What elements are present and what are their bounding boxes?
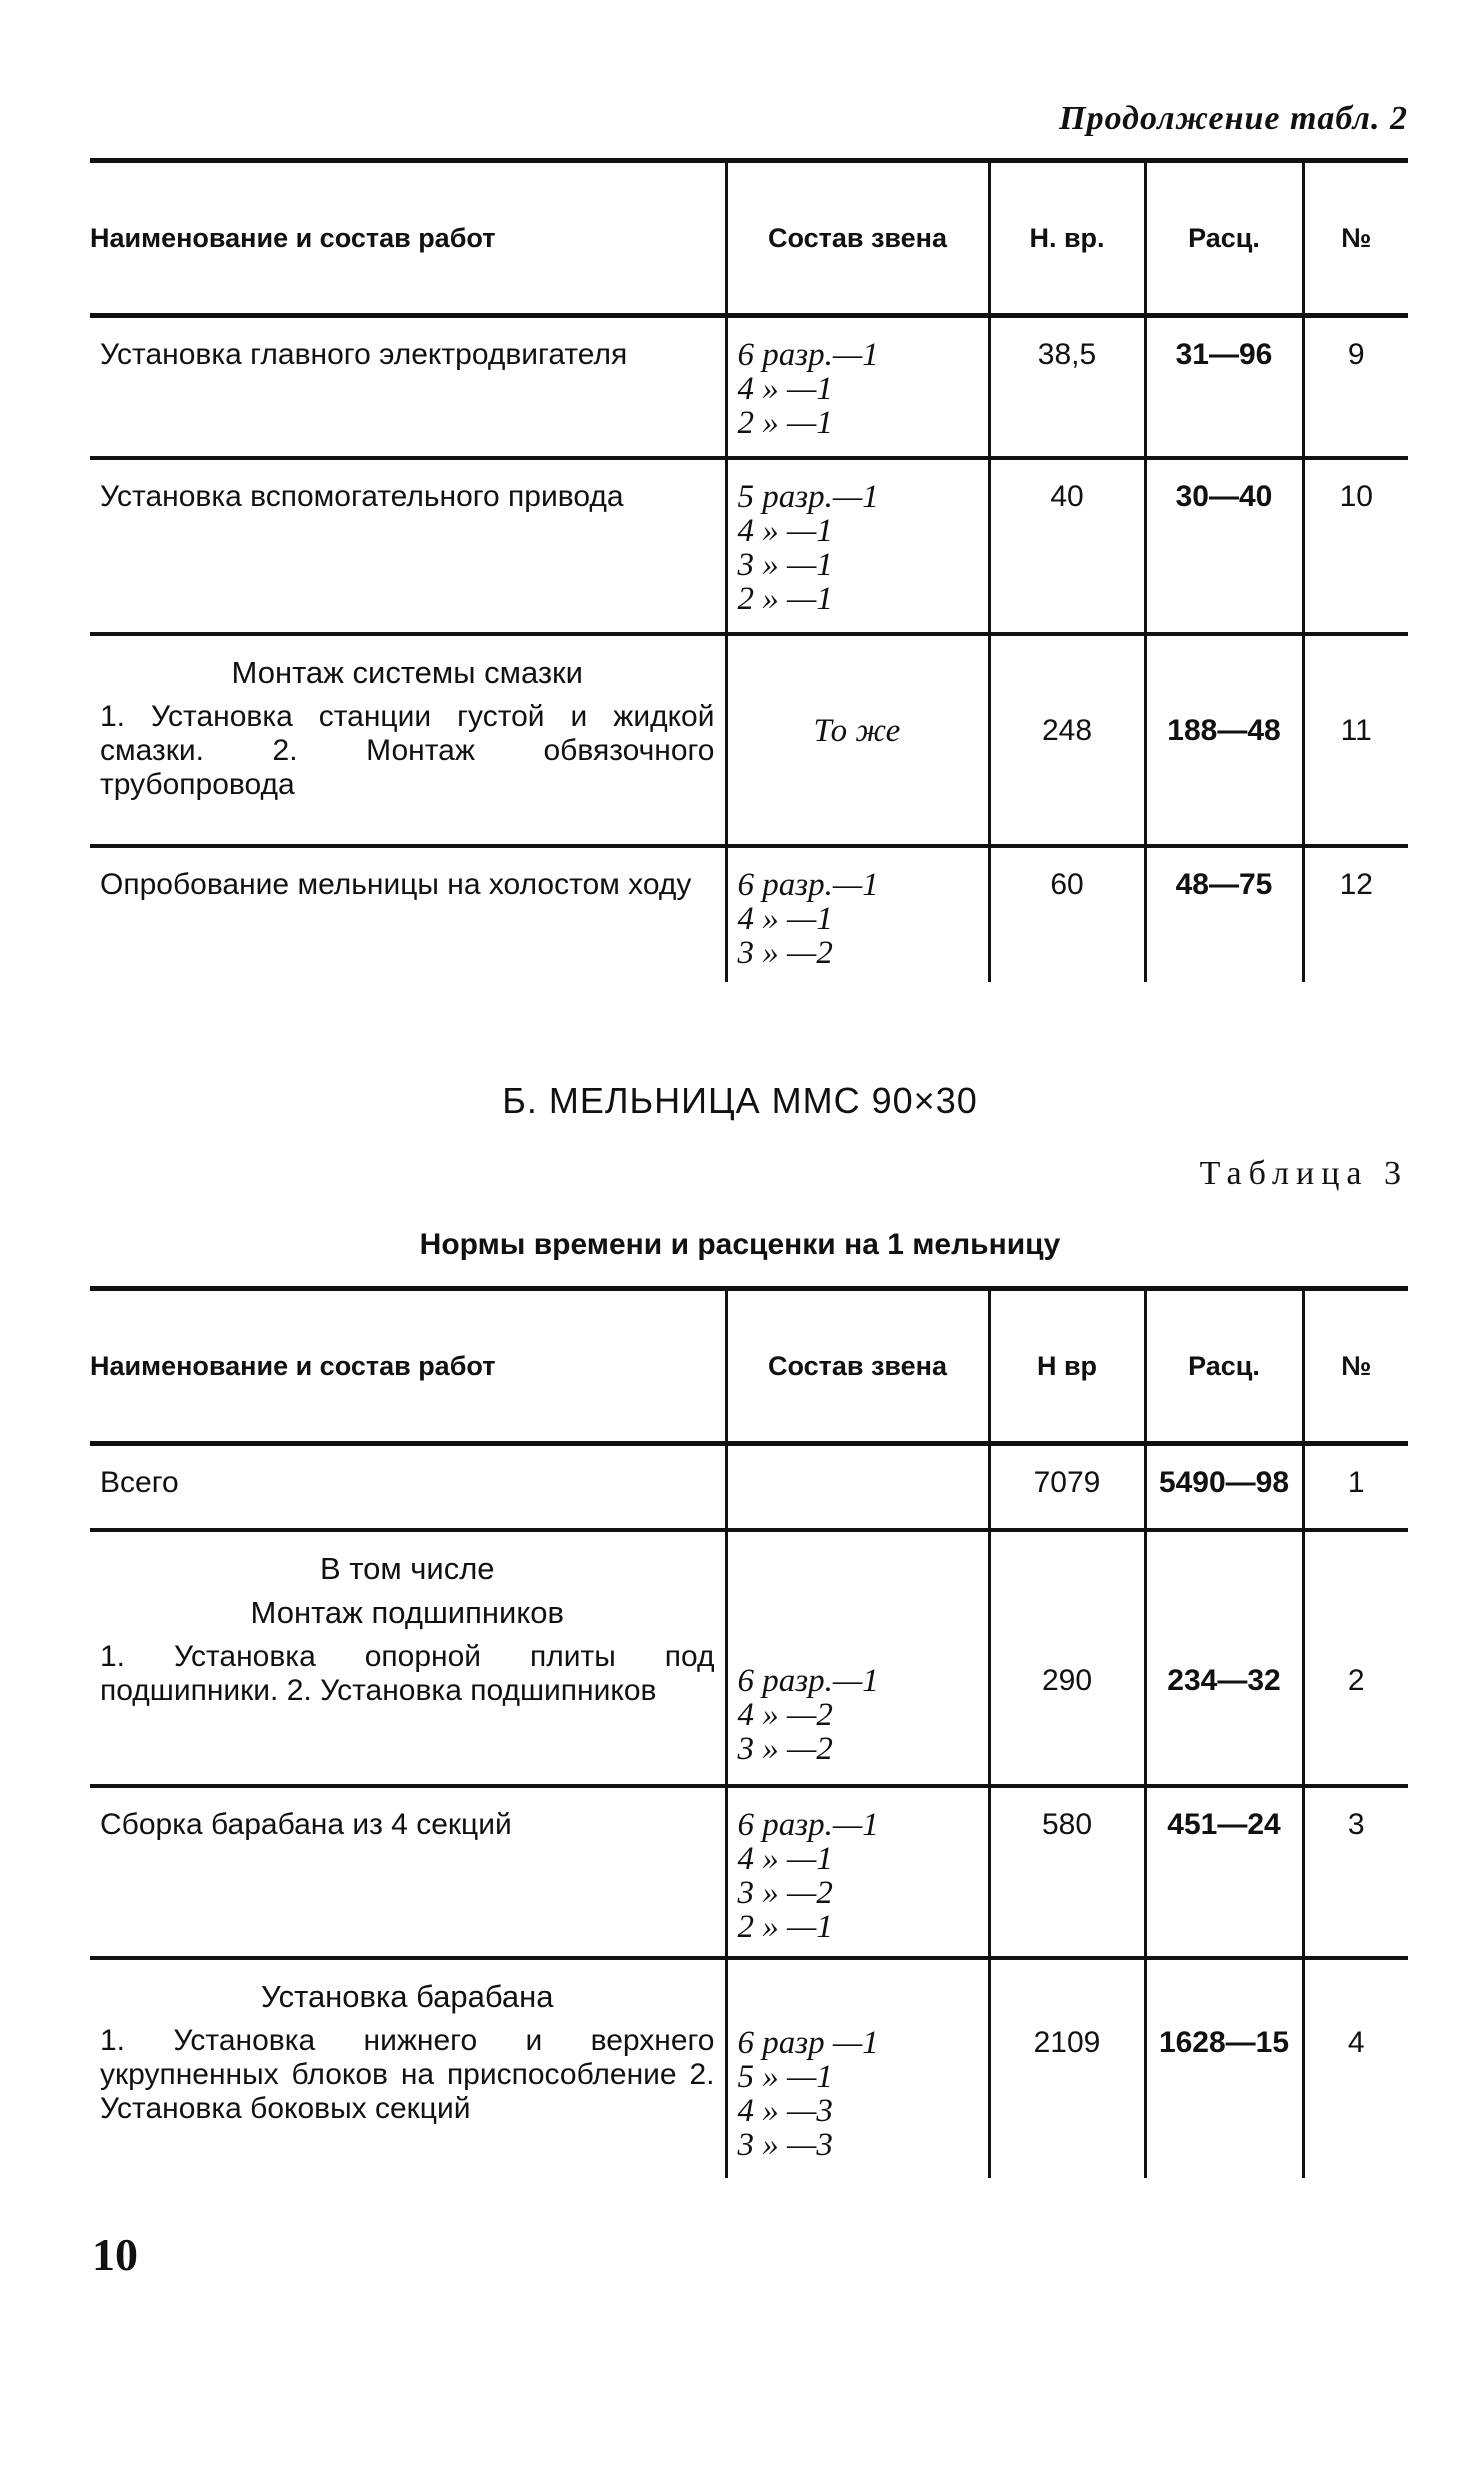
crew-line: 3 » —1: [737, 546, 833, 583]
continuation-label: Продолжение табл. 2: [1059, 100, 1408, 137]
row-number: 11: [1303, 634, 1408, 846]
rate: 1628—15: [1145, 1958, 1303, 2178]
rate: 451—24: [1145, 1786, 1303, 1958]
table-row: [90, 1444, 1408, 1530]
table-3: [90, 1286, 1408, 2178]
crew-line: 2 » —1: [737, 1908, 833, 1945]
group-subheading: Монтаж подшипников: [250, 1594, 564, 1630]
rate: 5490—98: [1145, 1444, 1303, 1530]
crew-line: 5 » —1: [737, 2058, 833, 2095]
table-label: Таблица 3: [1199, 1155, 1408, 1192]
row-number: 9: [1303, 316, 1408, 458]
col-header-number: №: [1303, 161, 1408, 316]
page-number: 10: [92, 2229, 138, 2280]
work-description: 1. Установка опорной плиты под подшипники. 2. Установка подшипников: [100, 1639, 715, 1707]
time-norm: 60: [989, 846, 1145, 982]
crew-line: 5 разр.—1: [737, 478, 879, 515]
group-heading: Установка барабана: [260, 1978, 554, 2014]
time-norm: 7079: [989, 1444, 1145, 1530]
crew-line: 4 » —3: [737, 2092, 833, 2129]
work-description: 1. Установка нижнего и верхнего укрупненных блоков на приспособление 2. Установка боковых секций: [100, 2023, 715, 2125]
col-header-crew: Состав звена: [726, 1289, 989, 1444]
crew-line: 3 » —2: [737, 1730, 833, 1767]
crew-composition: [726, 846, 989, 982]
crew-line: 4 » —2: [737, 1696, 833, 1733]
table-header-row: [90, 161, 1408, 316]
row-number: 3: [1303, 1786, 1408, 1958]
section-title: Б. МЕЛЬНИЦА ММС 90×30: [502, 1080, 978, 1121]
col-header-rate: Расц.: [1145, 1289, 1303, 1444]
work-name: Установка главного электродвигателя: [90, 316, 726, 458]
rate: 30—40: [1145, 458, 1303, 634]
table-row: [90, 458, 1408, 634]
time-norm: 38,5: [989, 316, 1145, 458]
time-norm: 290: [989, 1530, 1145, 1786]
table-row: [90, 316, 1408, 458]
row-number: 1: [1303, 1444, 1408, 1530]
work-name: Всего: [90, 1444, 726, 1530]
rate: 234—32: [1145, 1530, 1303, 1786]
table-caption: Нормы времени и расценки на 1 мельницу: [419, 1228, 1061, 1261]
table-header-row: [90, 1289, 1408, 1444]
group-heading: Монтаж системы смазки: [231, 654, 583, 690]
table-2-continued: [90, 158, 1408, 982]
crew-composition: [726, 1786, 989, 1958]
row-number: 12: [1303, 846, 1408, 982]
crew-composition: [726, 458, 989, 634]
crew-line: 6 разр.—1: [737, 1662, 879, 1699]
crew-line: 4 » —1: [737, 1840, 833, 1877]
col-header-name: Наименование и состав работ: [90, 161, 726, 316]
row-number: 2: [1303, 1530, 1408, 1786]
rate: 188—48: [1145, 634, 1303, 846]
crew-line: 4 » —1: [737, 900, 833, 937]
work-description: 1. Установка станции густой и жидкой смазки. 2. Монтаж обвязочного трубопровода: [100, 699, 715, 801]
crew-composition: [726, 1958, 989, 2178]
table-row: [90, 634, 1408, 846]
crew-line: 6 разр.—1: [737, 337, 879, 373]
crew-line: 2 » —1: [737, 405, 833, 441]
crew-line: 3 » —2: [737, 934, 833, 971]
col-header-rate: Расц.: [1145, 161, 1303, 316]
row-number: 4: [1303, 1958, 1408, 2178]
crew-line: 6 разр.—1: [737, 1806, 879, 1843]
work-name: Опробование мельницы на холостом ходу: [100, 867, 692, 901]
rate: 31—96: [1145, 316, 1303, 458]
crew-line: 2 » —1: [737, 580, 833, 617]
work-name: [90, 1530, 726, 1786]
work-name: [90, 634, 726, 846]
group-heading: В том числе: [319, 1550, 495, 1586]
col-header-norm: Н. вр.: [989, 161, 1145, 316]
table-row: [90, 1530, 1408, 1786]
crew-line: 6 разр.—1: [737, 866, 879, 903]
row-number: 10: [1303, 458, 1408, 634]
crew-line: 4 » —1: [737, 512, 833, 549]
crew-composition: [726, 316, 989, 458]
time-norm: 2109: [989, 1958, 1145, 2178]
table-row: [90, 1786, 1408, 1958]
col-header-crew: Состав звена: [726, 161, 989, 316]
crew-line: 6 разр —1: [737, 2024, 879, 2061]
table-row: [90, 846, 1408, 982]
work-name: Сборка барабана из 4 секций: [90, 1786, 726, 1958]
time-norm: 248: [989, 634, 1145, 846]
crew-line: 4 » —1: [737, 371, 833, 407]
crew-line: 3 » —2: [737, 1874, 833, 1911]
crew-composition: [726, 1530, 989, 1786]
time-norm: 580: [989, 1786, 1145, 1958]
col-header-norm: Н вр: [989, 1289, 1145, 1444]
col-header-number: №: [1303, 1289, 1408, 1444]
crew-line: 3 » —3: [737, 2126, 833, 2163]
crew-composition: [726, 1444, 989, 1530]
work-name: Установка вспомогательного привода: [90, 458, 726, 634]
time-norm: 40: [989, 458, 1145, 634]
crew-composition: То же: [726, 634, 989, 846]
table-row: [90, 1958, 1408, 2178]
rate: 48—75: [1145, 846, 1303, 982]
col-header-name: Наименование и состав работ: [90, 1289, 726, 1444]
work-name: [90, 1958, 726, 2178]
